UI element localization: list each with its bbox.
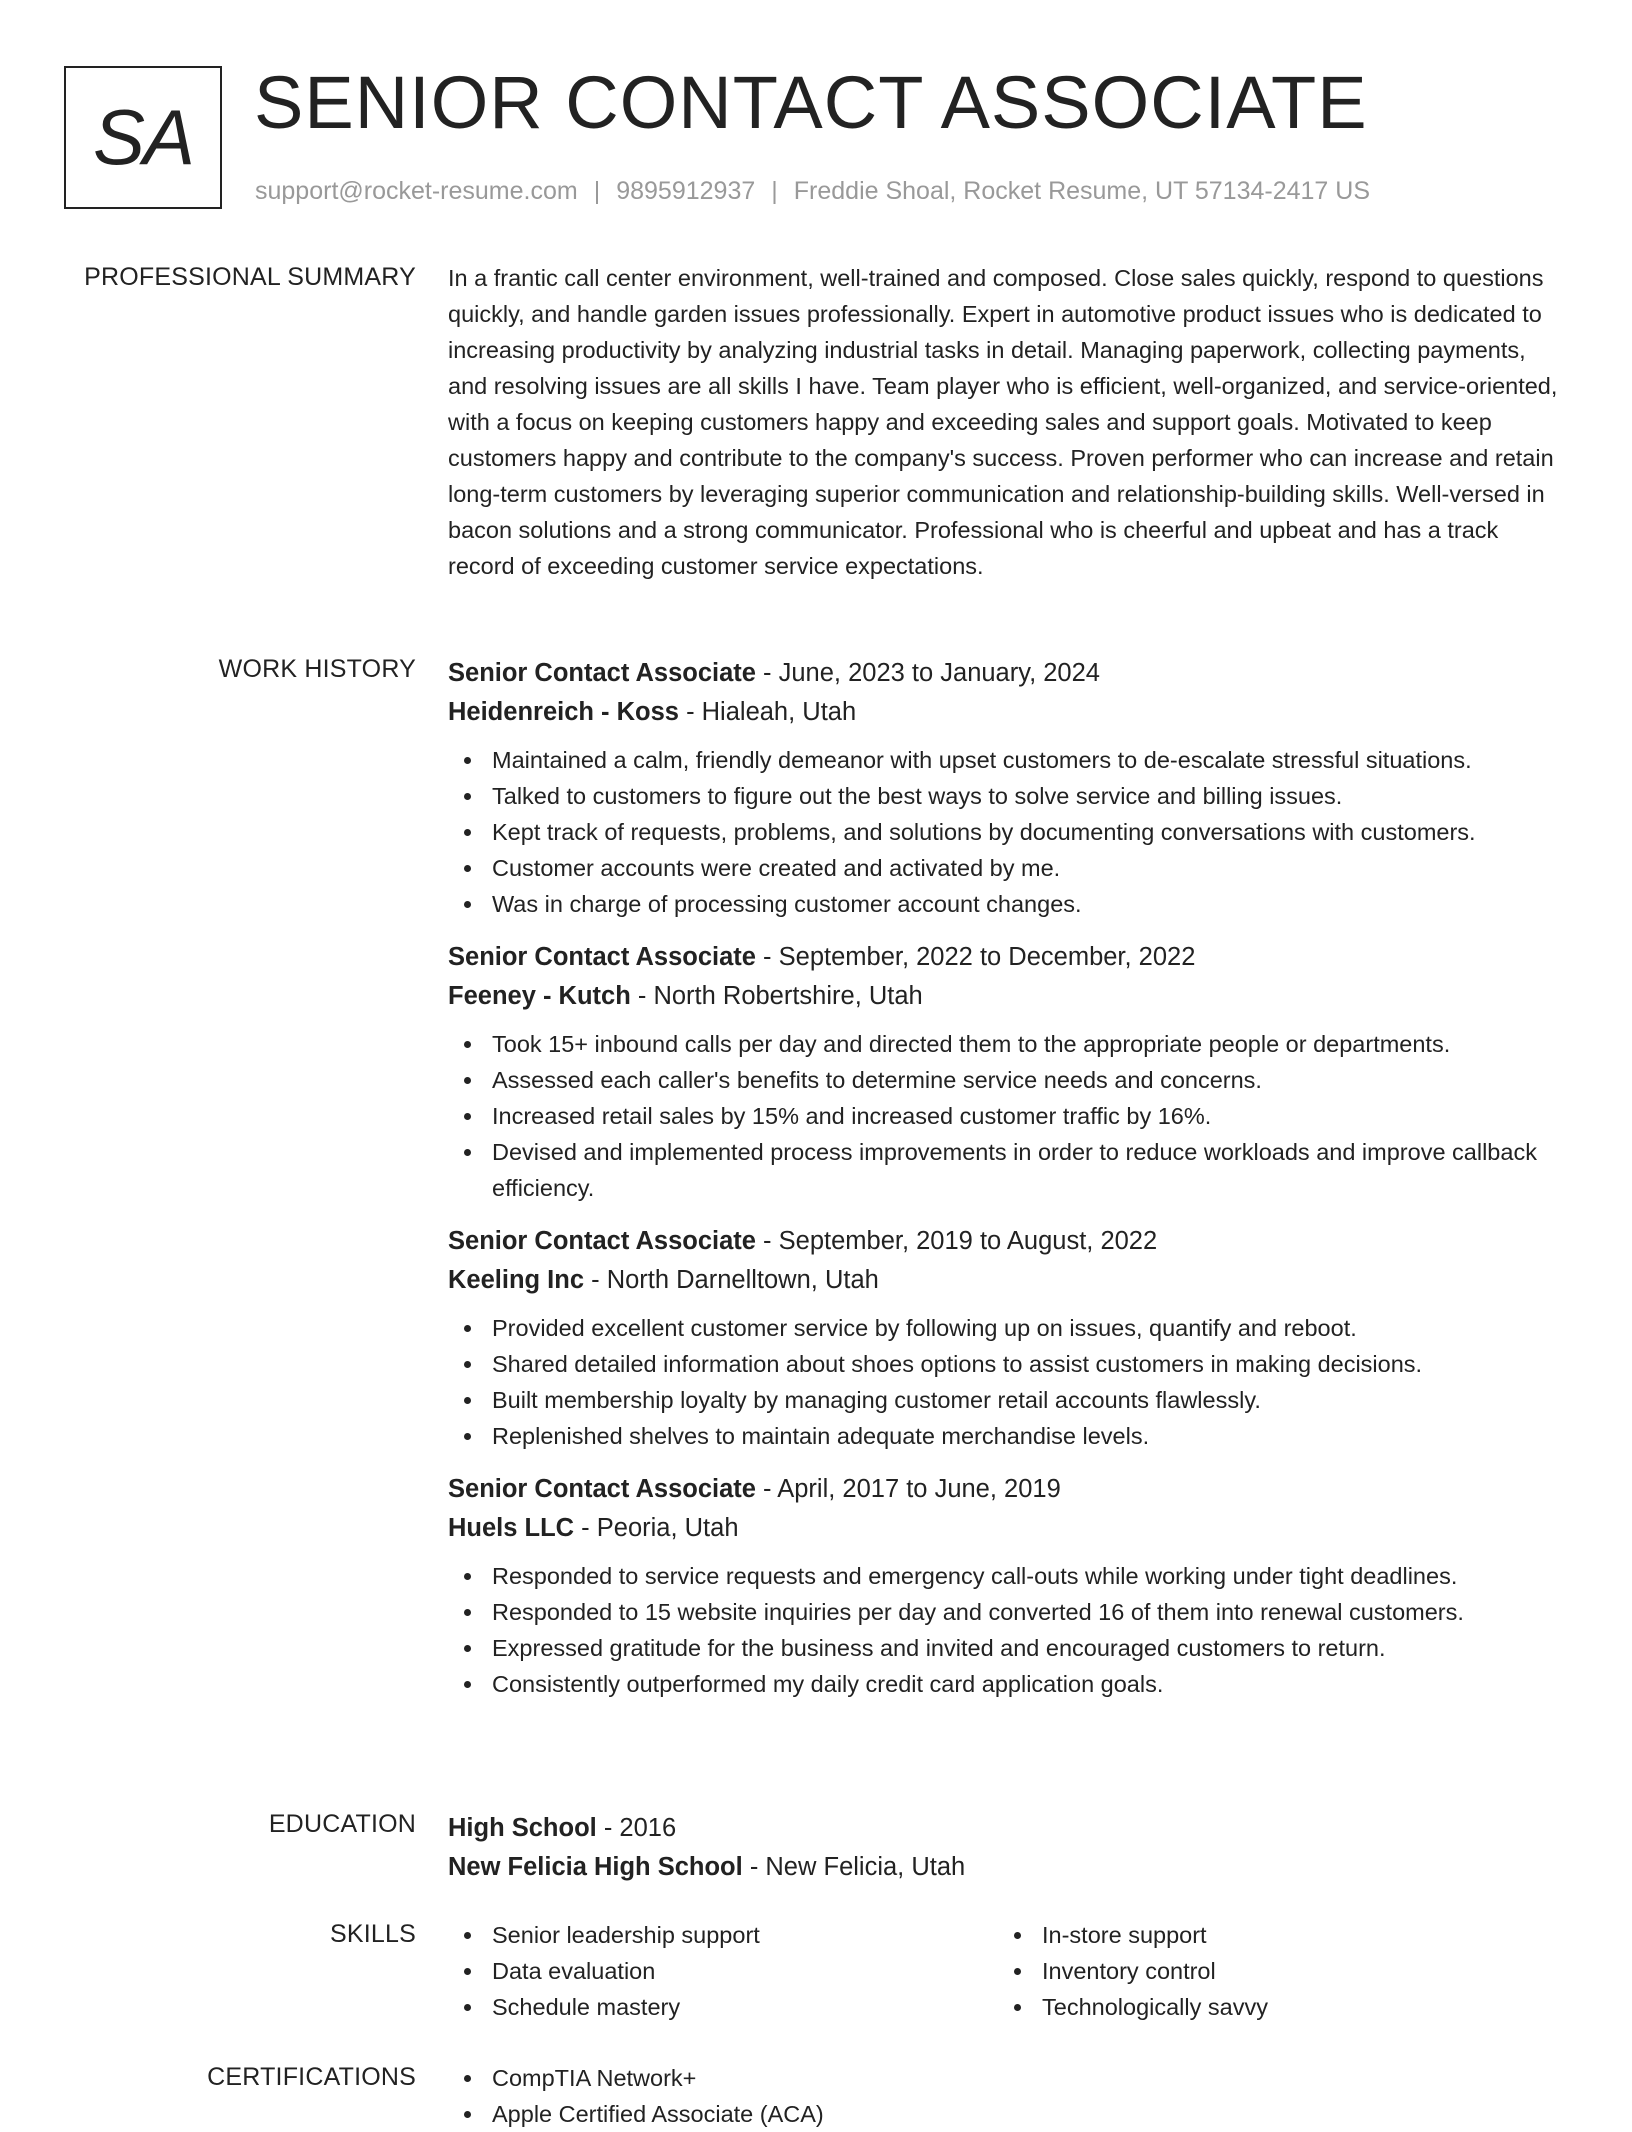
job-entry — [448, 1470, 1566, 1702]
list-item: Customer accounts were created and activated by me. — [448, 850, 1566, 886]
job-dates: - June, 2023 to January, 2024 — [755, 659, 1100, 687]
job-dates: - September, 2019 to August, 2022 — [755, 1227, 1158, 1255]
list-item: Technologically savvy — [998, 1989, 1548, 2025]
list-item: In-store support — [998, 1917, 1548, 1953]
list-item: Provided excellent customer service by following up on issues, quantify and reboot. — [448, 1310, 1566, 1346]
summary-text: In a frantic call center environment, well-trained and composed. Close sales quickly, respond to questions quickly, and handle garden issues professionally. Expert in automotive product issues who is dedicated to increasing productivity by analyzing industrial tasks in detail. Managing paperwork, collecting payments, and resolving issues are all skills I have. Team player who is efficient, well-organized, and service-oriented, with a focus on keeping customers happy and exceeding sales and support goals. Motivated to keep customers happy and contribute to the company's success. Proven performer who can increase and retain long-term customers by leveraging superior communication and relationship-building skills. Well-versed in bacon solutions and a strong communicator. Professional who is cheerful and upbeat and has a track record of exceeding customer service expectations. — [448, 265, 1558, 579]
list-item: Devised and implemented process improvements in order to reduce workloads and improve callback efficiency. — [448, 1134, 1566, 1206]
job-location: - Peoria, Utah — [574, 1514, 739, 1542]
job-dates: - April, 2017 to June, 2019 — [755, 1475, 1061, 1503]
job-company: Feeney - Kutch — [448, 982, 631, 1010]
education-degree: High School — [448, 1814, 597, 1842]
job-bullets — [448, 1558, 1566, 1702]
list-item: Kept track of requests, problems, and solutions by documenting conversations with customers. — [448, 814, 1566, 850]
job-location: - North Darnelltown, Utah — [584, 1266, 879, 1294]
list-item: Senior leadership support — [448, 1917, 998, 1953]
section-label-skills: SKILLS — [330, 1920, 416, 1948]
contact-line — [255, 176, 1370, 206]
education-school: New Felicia High School — [448, 1853, 743, 1881]
list-item: CompTIA Network+ — [448, 2060, 1566, 2096]
job-entry — [448, 654, 1566, 922]
job-title: Senior Contact Associate — [448, 1227, 756, 1255]
job-location: - Hialeah, Utah — [678, 698, 857, 726]
list-item: Data evaluation — [448, 1953, 998, 1989]
skills-column — [998, 1917, 1548, 2025]
list-item: Built membership loyalty by managing customer retail accounts flawlessly. — [448, 1382, 1566, 1418]
certifications-column — [448, 2060, 1566, 2132]
list-item: Responded to service requests and emergency call-outs while working under tight deadlines. — [448, 1558, 1566, 1594]
job-title: Senior Contact Associate — [448, 1475, 756, 1503]
monogram-badge: SA — [64, 66, 222, 209]
contact-email[interactable]: support@rocket-resume.com — [255, 177, 578, 205]
job-dates: - September, 2022 to December, 2022 — [755, 943, 1196, 971]
list-item: Responded to 15 website inquiries per day and converted 16 of them into renewal customers. — [448, 1594, 1566, 1630]
job-company: Huels LLC — [448, 1514, 575, 1542]
list-item: Shared detailed information about shoes options to assist customers in making decisions. — [448, 1346, 1566, 1382]
job-entry — [448, 938, 1566, 1206]
list-item: Consistently outperformed my daily credit card application goals. — [448, 1666, 1566, 1702]
list-item: Replenished shelves to maintain adequate merchandise levels. — [448, 1418, 1566, 1454]
job-bullets — [448, 742, 1566, 922]
section-label-certifications: CERTIFICATIONS — [207, 2063, 416, 2091]
job-title: Senior Contact Associate — [448, 943, 756, 971]
work-history-list — [448, 654, 1566, 1718]
resume-name-title: SENIOR CONTACT ASSOCIATE — [254, 61, 1368, 144]
certifications-list — [448, 2060, 1566, 2132]
job-entry — [448, 1222, 1566, 1454]
list-item: Inventory control — [998, 1953, 1548, 1989]
contact-separator: | — [771, 177, 778, 205]
job-bullets — [448, 1026, 1566, 1206]
list-item: Assessed each caller's benefits to determine service needs and concerns. — [448, 1062, 1566, 1098]
job-company: Keeling Inc — [448, 1266, 585, 1294]
education-year: - 2016 — [596, 1814, 677, 1842]
list-item: Apple Certified Associate (ACA) — [448, 2096, 1566, 2132]
list-item: Expressed gratitude for the business and invited and encouraged customers to return. — [448, 1630, 1566, 1666]
contact-separator: | — [593, 177, 601, 205]
list-item: Schedule mastery — [448, 1989, 998, 2025]
list-item: Was in charge of processing customer account changes. — [448, 886, 1566, 922]
list-item: Took 15+ inbound calls per day and directed them to the appropriate people or departments. — [448, 1026, 1566, 1062]
job-location: - North Robertshire, Utah — [630, 982, 923, 1010]
section-label-work-history: WORK HISTORY — [218, 655, 416, 683]
list-item: Talked to customers to figure out the best ways to solve service and billing issues. — [448, 778, 1566, 814]
job-title: Senior Contact Associate — [448, 659, 756, 687]
job-bullets — [448, 1310, 1566, 1454]
section-label-summary: PROFESSIONAL SUMMARY — [84, 263, 416, 291]
list-item: Increased retail sales by 15% and increased customer traffic by 16%. — [448, 1098, 1566, 1134]
skills-column — [448, 1917, 998, 2025]
education-location: - New Felicia, Utah — [742, 1853, 966, 1881]
list-item: Maintained a calm, friendly demeanor with upset customers to de-escalate stressful situations. — [448, 742, 1566, 778]
education-entry — [448, 1809, 1566, 1887]
job-company: Heidenreich - Koss — [448, 698, 679, 726]
section-label-education: EDUCATION — [268, 1810, 416, 1838]
skills-grid — [448, 1917, 1566, 2025]
contact-address: Freddie Shoal, Rocket Resume, UT 57134-2417 US — [793, 177, 1370, 205]
contact-phone[interactable]: 9895912937 — [616, 177, 756, 205]
